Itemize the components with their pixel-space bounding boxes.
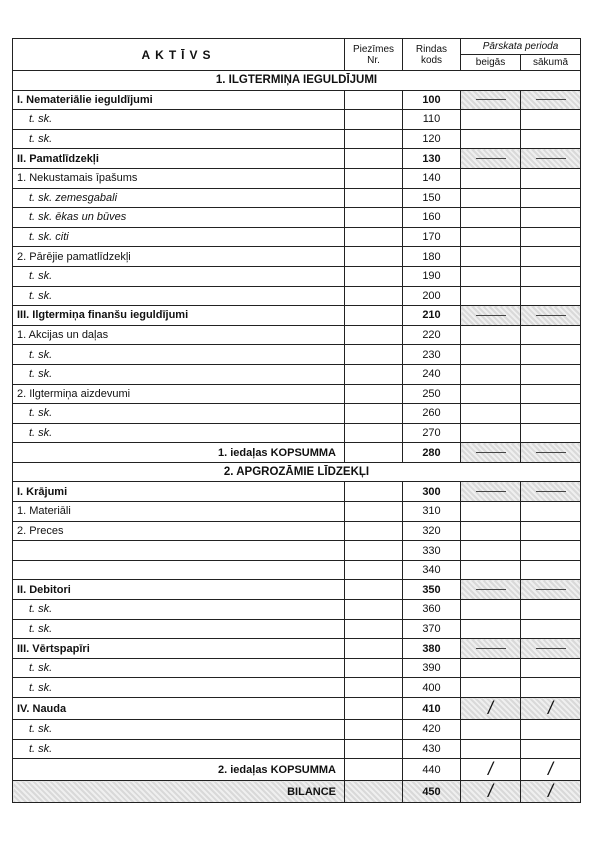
slash-mark: /: [487, 759, 493, 780]
period-header: Pārskata perioda: [461, 39, 581, 55]
balance-sheet-assets: [12, 38, 580, 803]
section-heading-1: 1. ILGTERMIŅA IEGULDĪJUMI: [13, 71, 581, 91]
table-row: 2. Preces 320: [13, 521, 581, 541]
table-row: t. sk. ēkas un būves 160: [13, 208, 581, 228]
table-row: t. sk. citi 170: [13, 227, 581, 247]
table-row: IV. Nauda 410 / /: [13, 698, 581, 720]
table-row: t. sk. 110: [13, 110, 581, 130]
dash-mark: [536, 99, 566, 100]
code-header: Rindas kods: [403, 39, 461, 71]
table-row: 340: [13, 560, 581, 580]
dash-mark: [536, 452, 566, 453]
table-row: t. sk. 260: [13, 404, 581, 424]
slash-mark: /: [487, 781, 493, 802]
slash-mark: /: [548, 698, 554, 718]
table-row: III. Ilgtermiņa finanšu ieguldījumi 210: [13, 306, 581, 326]
dash-mark: [536, 589, 566, 590]
table-row: III. Vērtspapīri 380: [13, 639, 581, 659]
table-row: 1. Materiāli 310: [13, 502, 581, 522]
slash-mark: /: [487, 698, 493, 718]
table-row: t. sk. 230: [13, 345, 581, 365]
dash-mark: [536, 158, 566, 159]
period-start-header: sākumā: [521, 55, 581, 71]
assets-table: [12, 38, 581, 803]
dash-mark: [476, 452, 506, 453]
table-row: 1. iedaļas KOPSUMMA 280: [13, 443, 581, 463]
table-row: 2. iedaļas KOPSUMMA 440 / /: [13, 759, 581, 781]
table-row: t. sk. 370: [13, 619, 581, 639]
table-row: t. sk. 270: [13, 423, 581, 443]
table-row: t. sk. zemesgabali 150: [13, 188, 581, 208]
table-row: t. sk. 360: [13, 600, 581, 620]
dash-mark: [536, 491, 566, 492]
dash-mark: [476, 589, 506, 590]
section-heading-2: 2. APGROZĀMIE LĪDZEKĻI: [13, 462, 581, 482]
table-row: 1. Akcijas un daļas 220: [13, 325, 581, 345]
period-end-header: beigās: [461, 55, 521, 71]
dash-mark: [476, 648, 506, 649]
table-row: 2. Pārējie pamatlīdzekļi 180: [13, 247, 581, 267]
table-row: t. sk. 390: [13, 658, 581, 678]
table-row: I. Nemateriālie ieguldījumi 100: [13, 90, 581, 110]
table-row: 330: [13, 541, 581, 561]
table-row: I. Krājumi 300: [13, 482, 581, 502]
dash-mark: [476, 491, 506, 492]
table-row: BILANCE 450 / /: [13, 781, 581, 803]
slash-mark: /: [548, 759, 554, 780]
table-row: t. sk. 400: [13, 678, 581, 698]
table-row: t. sk. 120: [13, 129, 581, 149]
table-title: AKTĪVS: [13, 39, 345, 71]
table-row: II. Debitori 350: [13, 580, 581, 600]
dash-mark: [476, 315, 506, 316]
table-row: t. sk. 430: [13, 739, 581, 759]
dash-mark: [536, 648, 566, 649]
dash-mark: [476, 158, 506, 159]
dash-mark: [536, 315, 566, 316]
table-row: II. Pamatlīdzekļi 130: [13, 149, 581, 169]
table-row: 1. Nekustamais īpašums 140: [13, 168, 581, 188]
dash-mark: [476, 99, 506, 100]
table-row: 2. Ilgtermiņa aizdevumi 250: [13, 384, 581, 404]
table-row: t. sk. 190: [13, 266, 581, 286]
table-row: t. sk. 420: [13, 720, 581, 740]
slash-mark: /: [548, 781, 554, 802]
notes-header: Piezīmes Nr.: [345, 39, 403, 71]
table-row: t. sk. 240: [13, 364, 581, 384]
table-row: t. sk. 200: [13, 286, 581, 306]
